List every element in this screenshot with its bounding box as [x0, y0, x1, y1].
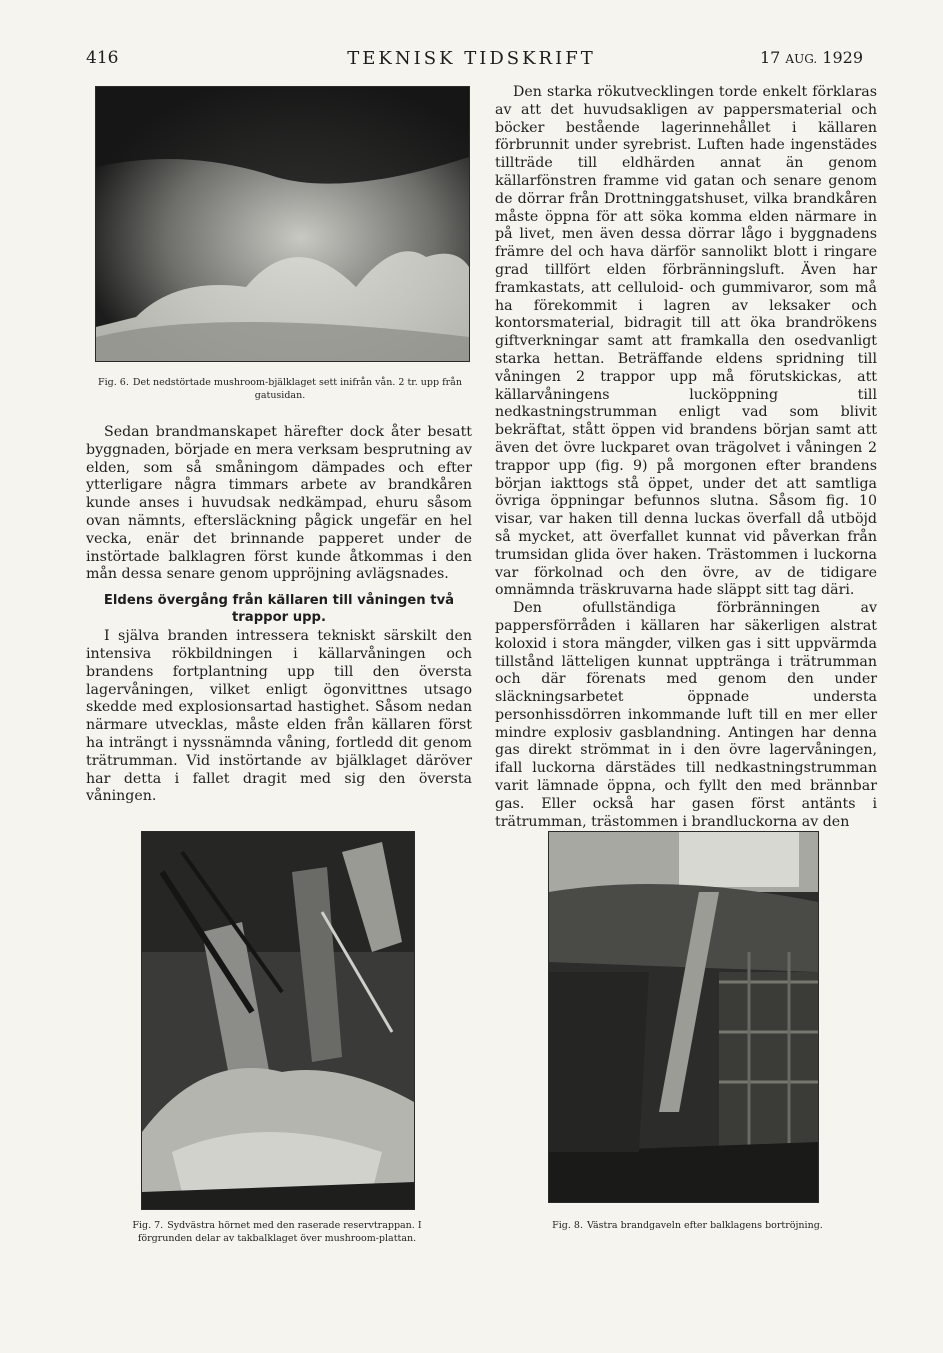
fig6-photo — [95, 86, 470, 362]
left-column — [86, 424, 472, 806]
page-header — [0, 48, 943, 72]
fig8-label: Fig. 8. — [552, 1220, 583, 1231]
fig6-photo-image — [96, 87, 469, 361]
fig8-caption — [545, 1219, 830, 1232]
right-column — [495, 84, 877, 831]
fig7-photo — [141, 831, 415, 1210]
date-day: 17 — [759, 48, 781, 67]
right-paragraph-2: Den ofullständiga förbränningen av pappersförråden i källaren har säkerligen alstrat koloxid i stora mängder, vilken gas i sitt uppvärmda tillstånd lätteligen kunnat upptränga i trätrumman och där förenats med genom den under släckningsarbetet öppnade understa personhissdörren inkommande luft till en mer eller mindre explosiv gasblandning. Antingen har denna gas direkt strömmat in i den övre lagervåningen, ifall luckorna därstädes till nedkastningstrumman varit lämnade öppna, och fyllt den med brännbar gas. Eller också har gasen först antänts i trätrumman, trästommen i brandluckorna av den — [495, 600, 877, 830]
page-number: 416 — [86, 48, 119, 68]
journal-title: TEKNISK TIDSKRIFT — [347, 48, 596, 69]
right-paragraph-1: Den starka rökutvecklingen torde enkelt förklaras av att det huvudsakligen av pappersmaterial och böcker bestående lagerinnehållet i källaren förbrunnit under syrebrist. Luften hade ingenstädes tillträde till eldhärden annat än genom källarfönstren framme vid gatan och senare genom de dörrar från Drottninggatshuset, vilka brandkåren måste öppna för att söka komma elden närmare in på livet, men även dessa dörrar lågo i byggnadens främre del och hava därför sannolikt blott i ringare grad tillfört elden förbränningsluft. Även har framkastats, att celluloid- och gummivaror, som må ha förekommit i lagren av leksaker och kontorsmaterial, bidragit till att öka brandrökens giftverkningar samt att framkalla den osedvanligt starka hettan. Beträffande eldens spridning till våningen 2 trappor upp må förutskickas, att källarvåningens lucköppning till nedkastningstrumman enligt vad som blivit bekräftat, stått öppen vid brandens början samt att även det övre luckparet ovan trägolvet i våningen 2 trappor upp (fig. 9) på morgonen efter brandens början iakttogs stå öppet, under det att samtliga övriga öppningar befunnos slutna. Såsom fig. 10 visar, var haken till denna luckas överfall då utböjd så mycket, att överfallet kunnat vid påverkan från trumsidan glida över haken. Trästommen i luckorna var förkolnad och den övre, av de tidigare omnämnda träskruvarna hade släppt sitt tag däri. — [495, 84, 877, 599]
fig7-label: Fig. 7. — [132, 1220, 164, 1231]
issue-date — [760, 48, 863, 67]
fig8-photo-image — [549, 832, 818, 1202]
date-month: AUG. — [785, 52, 818, 66]
fig6-caption — [90, 376, 470, 402]
section-heading: Eldens övergång från källaren till våningen två trappor upp. — [103, 593, 455, 626]
fig6-caption-text: Det nedstörtade mushroom-bjälklaget sett inifrån vån. 2 tr. upp från gatusidan. — [132, 377, 462, 401]
fig8-photo — [548, 831, 819, 1203]
fig7-photo-image — [142, 832, 414, 1209]
left-paragraph-2: I själva branden intressera tekniskt särskilt den intensiva rökbildningen i källarvåningen och brandens fortplantning upp till den översta lagervåningen, vilket enligt ögonvittnes utsago skedde med explosionsartad hastighet. Såsom nedan närmare utvecklas, måste elden från källaren först ha inträngt i nyssnämnda våning, fortledd dit genom trätrumman. Vid instörtande av bjälklaget däröver har detta i fallet dragit med sig den översta våningen. — [86, 628, 472, 805]
left-paragraph-1: Sedan brandmanskapet härefter dock åter besatt byggnaden, började en mera verksam besprutning av elden, som så småningom dämpades och efter ytterligare några timmars arbete av brandkåren kunde anses i huvudsak nedkämpad, ehuru såsom ovan nämnts, eftersläckning pågick ungefär en hel vecka, enär det brinnande papperet under de instörtade balklagren först kunde åtkommas i den mån dessa senare genom uppröjning avlägsnades. — [86, 424, 472, 583]
fig7-caption-text: Sydvästra hörnet med den raserade reservtrappan. I förgrunden delar av takbalklaget över mushroom-plattan. — [137, 1220, 422, 1244]
fig8-caption-text: Västra brandgaveln efter balklagens bortröjning. — [587, 1220, 823, 1231]
date-year: 1929 — [822, 48, 863, 67]
fig7-caption — [132, 1219, 422, 1245]
fig6-label: Fig. 6. — [98, 377, 129, 388]
